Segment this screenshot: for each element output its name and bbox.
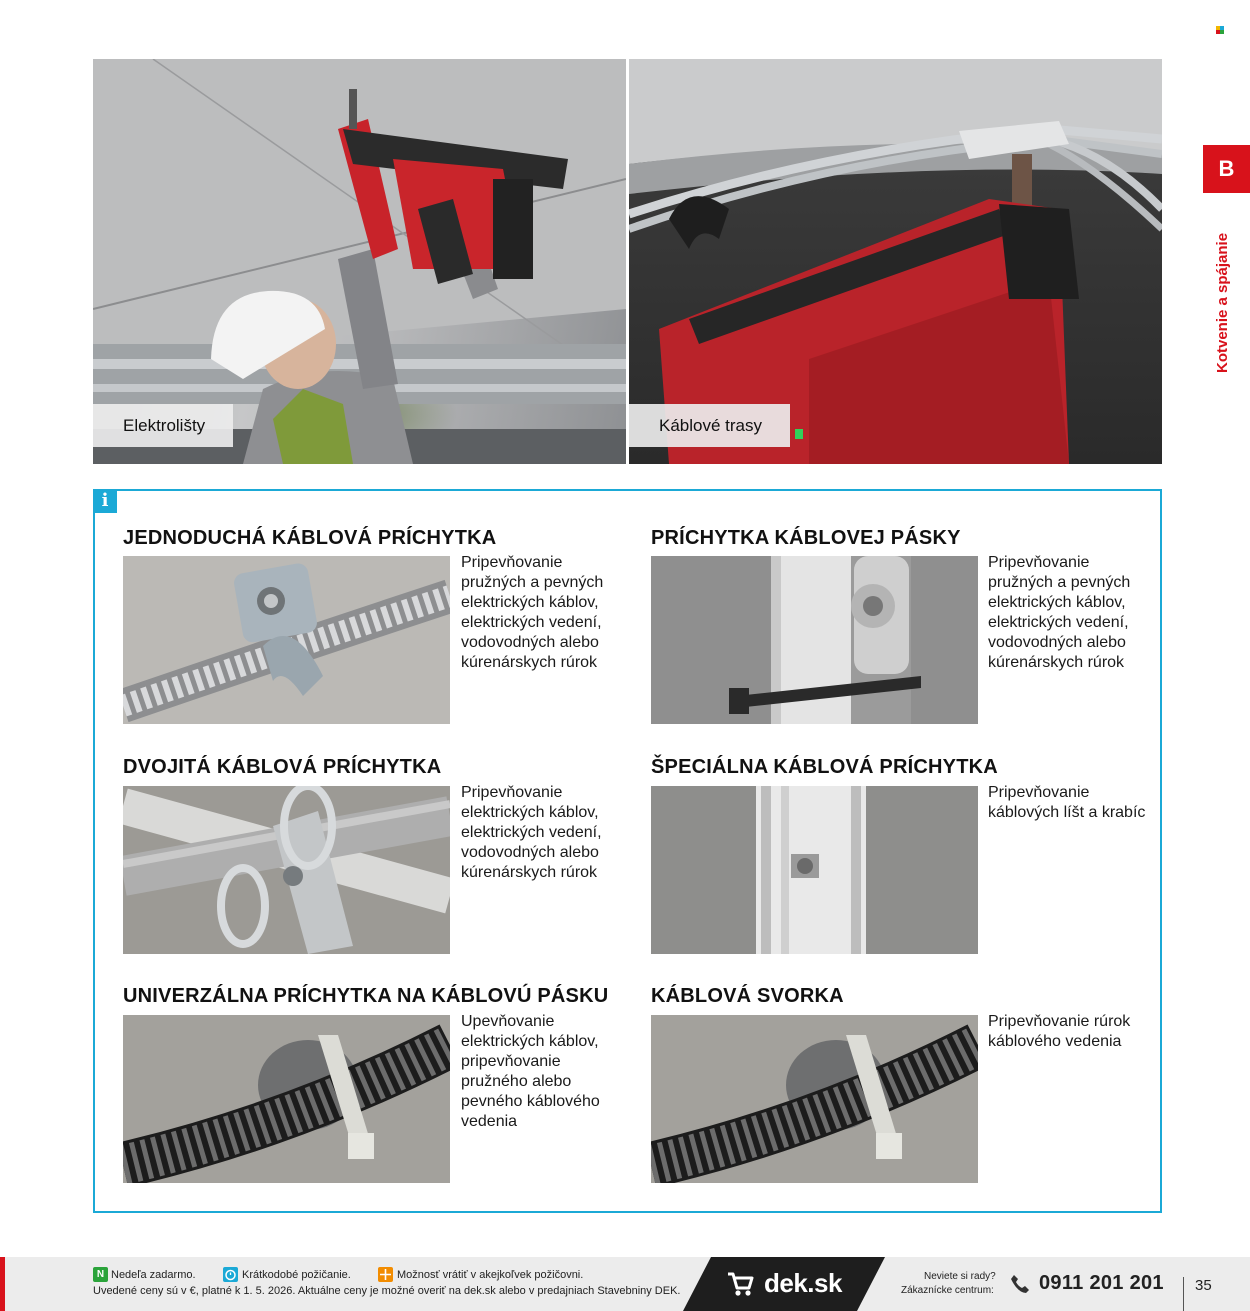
footer-bar bbox=[0, 1257, 1250, 1311]
customer-center-label: Zákaznícke centrum: bbox=[901, 1285, 994, 1296]
hero-label-cable-trays: Káblové trasy bbox=[629, 404, 790, 447]
product-image-universal-cable-tie-clip bbox=[123, 1015, 450, 1183]
dek-brand-link[interactable]: dek.sk bbox=[764, 1268, 842, 1298]
footer-sunday-free: Nedeľa zadarmo. bbox=[111, 1269, 196, 1281]
color-registration-mark bbox=[1216, 26, 1226, 34]
product-desc-cable-clamp: Pripevňovanie rúrok káblového vedenia bbox=[988, 1013, 1131, 1050]
product-title-special-cable-clip: ŠPECIÁLNA KÁBLOVÁ PRÍCHYTKA bbox=[651, 756, 998, 778]
return-anywhere-icon bbox=[378, 1267, 393, 1282]
product-image-cable-clamp bbox=[651, 1015, 978, 1183]
footer-short-term-rental: Krátkodobé požičanie. bbox=[242, 1269, 351, 1281]
page-number-divider bbox=[1183, 1277, 1184, 1311]
product-desc-double-cable-clip: Pripevňovanie elektrických káblov, elektrických vedení, vodovodných alebo kúrenárskych rúrok bbox=[461, 784, 602, 881]
hero-label-electrolisty: Elektrolišty bbox=[93, 404, 233, 447]
product-desc-single-cable-clip: Pripevňovanie pružných a pevných elektrických káblov, elektrických vedení, vodovodných alebo kúrenárskych rúrok bbox=[461, 554, 604, 671]
shopping-cart-icon bbox=[727, 1271, 755, 1297]
section-tab-letter[interactable]: B bbox=[1203, 145, 1250, 193]
info-icon: i bbox=[93, 489, 117, 513]
footer-red-edge bbox=[0, 1257, 5, 1311]
customer-phone-number[interactable]: 0911 201 201 bbox=[1039, 1272, 1164, 1294]
product-title-single-cable-clip: JEDNODUCHÁ KÁBLOVÁ PRÍCHYTKA bbox=[123, 527, 497, 549]
product-image-double-cable-clip bbox=[123, 786, 450, 954]
product-image-special-cable-clip bbox=[651, 786, 978, 954]
product-desc-cable-tie-clip: Pripevňovanie pružných a pevných elektrických káblov, elektrických vedení, vodovodných alebo kúrenárskych rúrok bbox=[988, 554, 1131, 671]
product-title-universal-cable-tie-clip: UNIVERZÁLNA PRÍCHYTKA NA KÁBLOVÚ PÁSKU bbox=[123, 985, 609, 1007]
short-term-rental-icon bbox=[223, 1267, 238, 1282]
hero-image-cable-tray-tool bbox=[629, 59, 1162, 464]
hero-image-electrician bbox=[93, 59, 626, 464]
product-desc-universal-cable-tie-clip: Upevňovanie elektrických káblov, pripevňovanie pružného alebo pevného káblového vedenia bbox=[461, 1013, 600, 1130]
product-image-cable-tie-clip bbox=[651, 556, 978, 724]
product-title-cable-clamp: KÁBLOVÁ SVORKA bbox=[651, 985, 844, 1007]
product-title-cable-tie-clip: PRÍCHYTKA KÁBLOVEJ PÁSKY bbox=[651, 527, 961, 549]
product-image-single-cable-clip bbox=[123, 556, 450, 724]
footer-price-note: Uvedené ceny sú v €, platné k 1. 5. 2026. Aktuálne ceny je možné overiť na dek.sk alebo v predajniach Stavebniny DEK. bbox=[93, 1285, 681, 1297]
phone-icon bbox=[1009, 1273, 1031, 1295]
sunday-free-icon: N bbox=[93, 1267, 108, 1282]
product-desc-special-cable-clip: Pripevňovanie káblových líšt a krabíc bbox=[988, 784, 1146, 821]
help-question: Neviete si rady? bbox=[924, 1271, 996, 1282]
page-number: 35 bbox=[1195, 1277, 1212, 1294]
product-title-double-cable-clip: DVOJITÁ KÁBLOVÁ PRÍCHYTKA bbox=[123, 756, 442, 778]
footer-return-anywhere: Možnosť vrátiť v akejkoľvek požičovni. bbox=[397, 1269, 584, 1281]
section-title-vertical: Kotvenie a spájanie bbox=[1214, 232, 1231, 373]
